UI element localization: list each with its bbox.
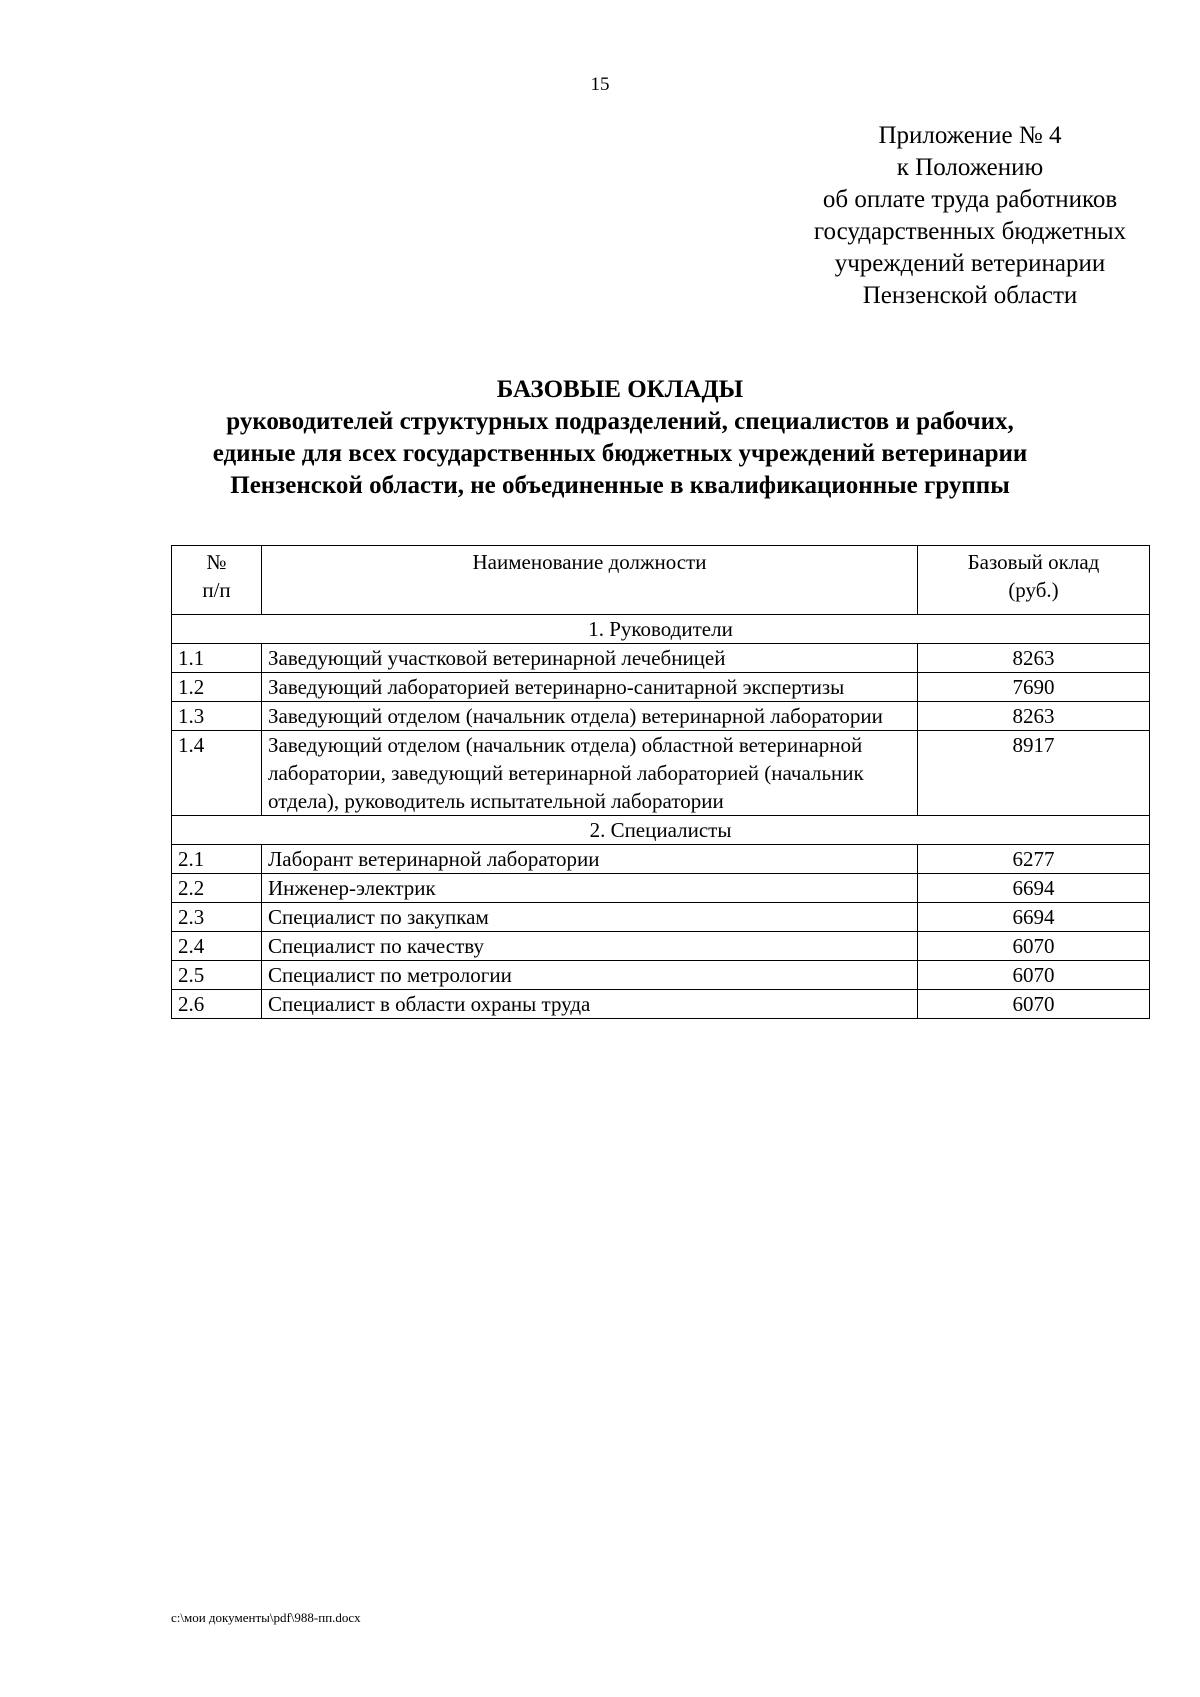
table-header-row <box>172 546 1150 615</box>
row-number: 1.4 <box>172 731 262 816</box>
row-salary: 7690 <box>918 673 1150 702</box>
row-position: Заведующий лабораторией ветеринарно-санитарной экспертизы <box>262 673 918 702</box>
row-position: Заведующий отделом (начальник отдела) областной ветеринарной лаборатории, заведующий ветеринарной лабораторией (начальник отдела), руководитель испытательной лаборатории <box>262 731 918 816</box>
table-row <box>172 644 1150 673</box>
header-number-line: п/п <box>202 578 231 602</box>
row-position: Специалист в области охраны труда <box>262 990 918 1019</box>
heading-subtitle-line: единые для всех государственных бюджетных учреждений ветеринарии <box>212 440 1028 467</box>
heading-title: БАЗОВЫЕ ОКЛАДЫ <box>496 376 744 403</box>
row-salary: 6277 <box>918 845 1150 874</box>
salary-table <box>171 545 1150 1019</box>
row-number: 2.4 <box>172 932 262 961</box>
row-position: Лаборант ветеринарной лаборатории <box>262 845 918 874</box>
table-row <box>172 903 1150 932</box>
heading-subtitle-line: руководителей структурных подразделений, специалистов и рабочих, <box>226 408 1014 435</box>
row-salary: 8917 <box>918 731 1150 816</box>
document-heading <box>120 374 1120 502</box>
row-salary: 8263 <box>918 644 1150 673</box>
row-number: 1.1 <box>172 644 262 673</box>
table-row <box>172 932 1150 961</box>
header-number <box>172 546 262 615</box>
header-salary-line: Базовый оклад <box>967 550 1100 574</box>
section-row <box>172 615 1150 644</box>
section-row <box>172 816 1150 845</box>
appendix-line: Приложение № 4 <box>878 122 1062 149</box>
row-position: Специалист по качеству <box>262 932 918 961</box>
header-position-name: Наименование должности <box>262 546 918 615</box>
row-position: Специалист по метрологии <box>262 961 918 990</box>
row-number: 2.6 <box>172 990 262 1019</box>
row-position: Заведующий отделом (начальник отдела) ветеринарной лаборатории <box>262 702 918 731</box>
row-number: 2.5 <box>172 961 262 990</box>
table-row <box>172 990 1150 1019</box>
appendix-line: об оплате труда работников <box>822 186 1118 213</box>
table-row <box>172 731 1150 816</box>
row-number: 1.2 <box>172 673 262 702</box>
row-salary: 6070 <box>918 932 1150 961</box>
section-title: 1. Руководители <box>172 615 1150 644</box>
table-row <box>172 673 1150 702</box>
row-number: 2.2 <box>172 874 262 903</box>
row-salary: 6694 <box>918 903 1150 932</box>
page-number: 15 <box>590 74 610 95</box>
row-salary: 8263 <box>918 702 1150 731</box>
table-row <box>172 961 1150 990</box>
header-base-salary <box>918 546 1150 615</box>
table-row <box>172 845 1150 874</box>
row-salary: 6070 <box>918 990 1150 1019</box>
row-position: Специалист по закупкам <box>262 903 918 932</box>
section-title: 2. Специалисты <box>172 816 1150 845</box>
file-path-footer: c:\мои документы\pdf\988-пп.docx <box>171 1610 361 1625</box>
row-position: Заведующий участковой ветеринарной лечебницей <box>262 644 918 673</box>
heading-subtitle-line: Пензенской области, не объединенные в квалификационные группы <box>230 472 1010 499</box>
row-number: 2.3 <box>172 903 262 932</box>
table-row <box>172 874 1150 903</box>
appendix-line: государственных бюджетных <box>813 218 1127 245</box>
appendix-line: учреждений ветеринарии <box>834 250 1106 277</box>
appendix-line: к Положению <box>896 154 1044 181</box>
row-position: Инженер-электрик <box>262 874 918 903</box>
table-row <box>172 702 1150 731</box>
row-salary: 6694 <box>918 874 1150 903</box>
appendix-line: Пензенской области <box>862 282 1078 309</box>
header-salary-line: (руб.) <box>1008 578 1059 602</box>
row-salary: 6070 <box>918 961 1150 990</box>
appendix-note <box>700 120 1200 312</box>
header-number-line: № <box>206 550 227 574</box>
row-number: 1.3 <box>172 702 262 731</box>
row-number: 2.1 <box>172 845 262 874</box>
